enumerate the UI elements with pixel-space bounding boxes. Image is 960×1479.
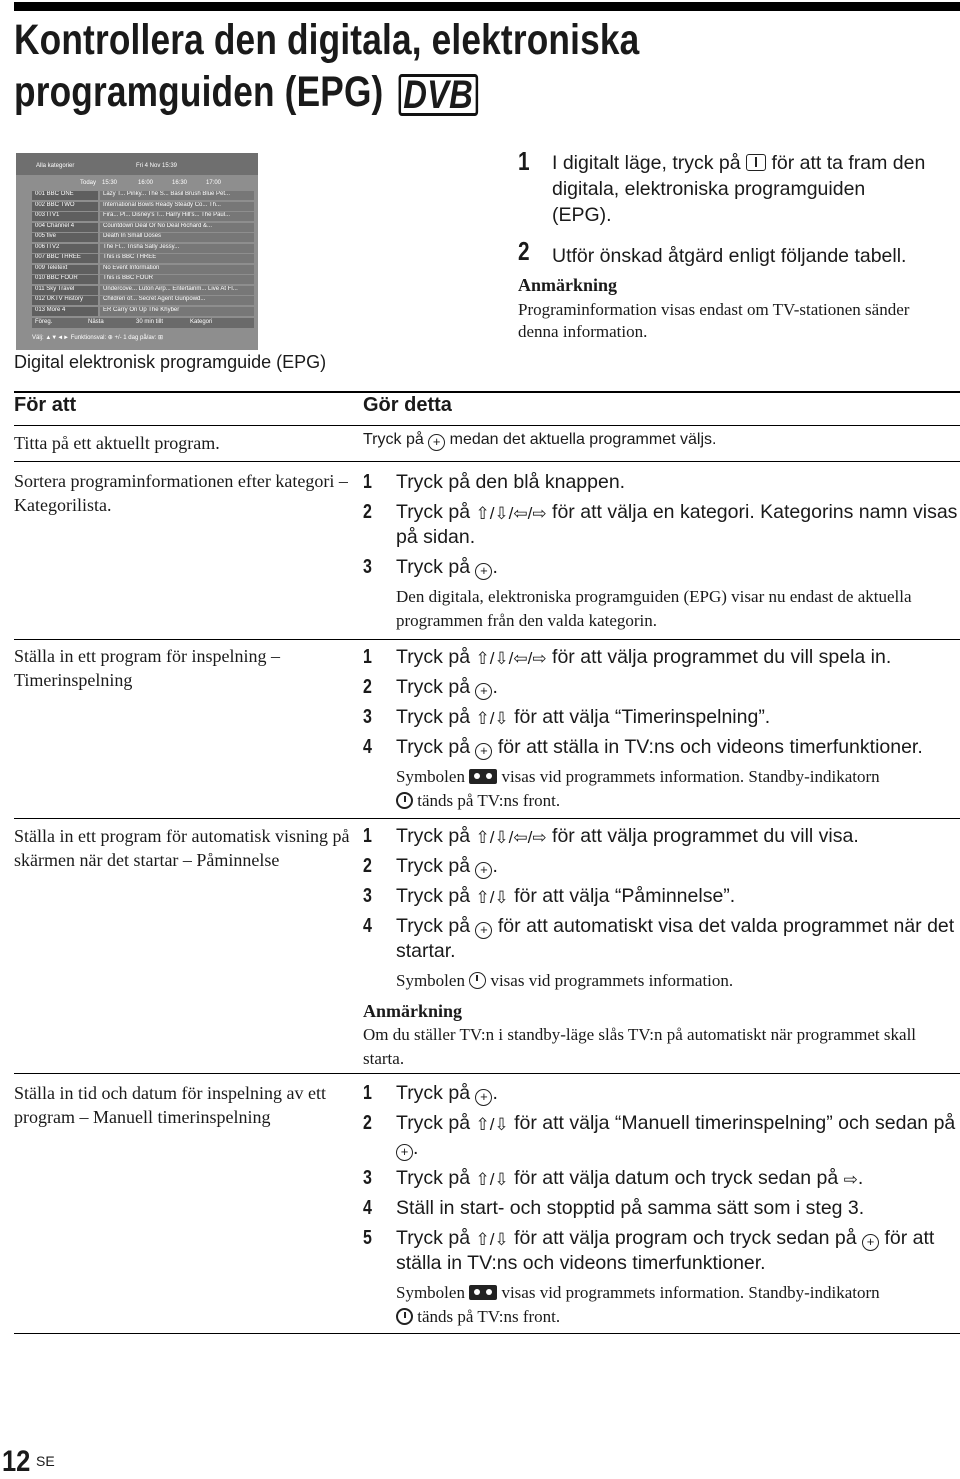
intro-step-1-text: I digitalt läge, tryck på [552, 152, 741, 174]
step-text: Ställ in start- och stopptid på samma sätt som i steg 3. [396, 1197, 865, 1219]
detail-text: Symbolen [396, 971, 465, 990]
step-text: för att välja datum och tryck sedan på [514, 1167, 839, 1189]
step-text: Tryck på [396, 676, 471, 698]
epg-header-date: Fri 4 Nov 15:39 [136, 163, 178, 169]
epg-time: 15:30 [102, 180, 118, 186]
step-number: 1 [363, 1082, 372, 1104]
epg-row [32, 233, 254, 242]
title-line-1: Kontrollera den digitala, elektroniska [14, 16, 640, 64]
step-text: . [857, 1167, 864, 1189]
row-3-actions [363, 645, 959, 819]
step-number: 4 [363, 915, 372, 937]
step [363, 854, 959, 879]
step-text: för att välja program och tryck sedan på [514, 1227, 857, 1249]
intro-step-2: Utför önskad åtgärd enligt följande tabell. [552, 245, 907, 267]
step [363, 1111, 959, 1161]
epg-time: 16:30 [172, 180, 188, 186]
epg-footer-item: Nästa [88, 319, 104, 325]
epg-programs: Lazy T... Pinky... The S... Basil Brush Blue Pet... [100, 191, 254, 200]
step-detail [363, 969, 959, 993]
epg-programs: Fira... Pl... Disney's T... Harry Hill's... The Paul... [100, 212, 254, 221]
up-down-arrow-icon: ⇧/⇩ [475, 1115, 509, 1134]
ok-button-icon: + [475, 743, 492, 760]
step-number: 3 [363, 706, 372, 728]
epg-programs: Death In Small Doses [100, 233, 254, 242]
guide-button-icon [746, 154, 766, 171]
top-rule [14, 2, 960, 11]
step-number: 1 [363, 825, 372, 847]
detail-text: tänds på TV:ns front. [417, 1307, 561, 1326]
epg-channel: 002 BBC TWO [32, 202, 98, 211]
epg-row [32, 244, 254, 253]
title-line-2: programguiden (EPG) [14, 68, 384, 116]
table-rule [14, 639, 960, 640]
step-text: Tryck på [396, 825, 471, 847]
epg-row [32, 254, 254, 263]
ok-button-icon: + [475, 1089, 492, 1106]
epg-programs: This is BBC FOUR [100, 275, 254, 284]
epg-programs: International Bowls Ready Steady Co... Th... [100, 202, 254, 211]
table-rule [14, 425, 960, 426]
step-text: för att välja “Manuell timerinspelning” och sedan på [514, 1112, 956, 1134]
step-number: 1 [518, 146, 530, 176]
epg-channel: 012 UKTV History [32, 296, 98, 305]
epg-time-row [16, 180, 258, 189]
page-title [14, 14, 639, 118]
ok-button-icon: + [475, 922, 492, 939]
step [363, 735, 959, 760]
ok-button-icon: + [475, 683, 492, 700]
epg-programs: ER Carry On Up The Khyber [100, 307, 254, 316]
step-text: . [492, 855, 498, 877]
step-number: 4 [363, 736, 372, 758]
figure-caption: Digital elektronisk programguide (EPG) [14, 352, 327, 372]
detail-text: visas vid programmets information. Standby-indikatorn [501, 1283, 880, 1302]
page-number: 12 [2, 1445, 31, 1478]
note-heading: Anmärkning [363, 1001, 463, 1021]
step-detail: Den digitala, elektroniska programguiden (EPG) visar nu endast de aktuella programmen från den valda kategorin. [396, 587, 912, 630]
step-number: 2 [363, 1112, 372, 1134]
epg-header-category: Alla kategorier [36, 163, 75, 169]
step-text: Tryck på [396, 646, 471, 668]
step [363, 500, 959, 550]
step-text: Tryck på [396, 501, 471, 523]
step-text: för att ställa in TV:ns och videons timerfunktioner. [497, 736, 923, 758]
step-number: 2 [363, 855, 372, 877]
step [363, 1166, 959, 1191]
step [363, 884, 959, 909]
standby-timer-icon [396, 1308, 413, 1325]
step-text: Tryck på [396, 915, 471, 937]
step-number: 2 [363, 676, 372, 698]
epg-row [32, 286, 254, 295]
epg-channel: 001 BBC ONE [32, 191, 98, 200]
epg-channel: 004 Channel 4 [32, 223, 98, 232]
epg-channel: 010 BBC FOUR [32, 275, 98, 284]
up-down-arrow-icon: ⇧/⇩ [475, 1170, 509, 1189]
intro-step-1 [552, 150, 960, 228]
ok-button-icon: + [475, 862, 492, 879]
row-2-actions [363, 470, 959, 639]
table-bottom-rule [14, 1333, 960, 1334]
detail-text: tänds på TV:ns front. [417, 791, 561, 810]
epg-row [32, 265, 254, 274]
step-number: 3 [363, 556, 372, 578]
row-1-action [363, 431, 959, 451]
up-down-arrow-icon: ⇧/⇩ [475, 709, 509, 728]
ok-button-icon: + [428, 434, 445, 451]
note-line: Programinformation visas endast om TV-stationen sänder [518, 300, 910, 319]
epg-footer-item: Föreg. [35, 319, 53, 325]
epg-footer-item: 30 min tillt [136, 319, 164, 325]
note-text [518, 299, 958, 343]
epg-time: 16:00 [138, 180, 154, 186]
epg-channel: 006 ITV2 [32, 244, 98, 253]
row-1-purpose: Titta på ett aktuellt program. [14, 433, 220, 453]
epg-channel: 011 Sky Travel [32, 286, 98, 295]
step-number: 4 [363, 1197, 372, 1219]
step-detail [363, 1281, 959, 1329]
vcr-tape-icon [469, 1285, 497, 1300]
row-3-purpose: Ställa in ett program för inspelning – Timerinspelning [14, 646, 280, 690]
intro-step-1-text: digitala, elektroniska programguiden [552, 178, 866, 200]
up-down-arrow-icon: ⇧/⇩ [475, 1230, 509, 1249]
step-number: 2 [363, 501, 372, 523]
epg-programs: Children of... Secret Agent Gunpowd... [100, 296, 254, 305]
step-number: 1 [363, 471, 372, 493]
step-number: 5 [363, 1227, 372, 1249]
step-text: för att välja programmet du vill spela in. [552, 646, 892, 668]
row-2-purpose: Sortera programinformationen efter kategori – Kategorilista. [14, 471, 348, 515]
dvb-logo: DVB [398, 74, 478, 116]
ok-button-icon: + [475, 563, 492, 580]
step-text: för att automatiskt visa det valda programmet när det startar. [396, 915, 955, 962]
step [363, 675, 959, 700]
step-text: Tryck på [396, 1167, 471, 1189]
right-arrow-icon: ⇨ [843, 1170, 858, 1189]
epg-channel: 007 BBC THREE [32, 254, 98, 263]
step-text: Tryck på [396, 736, 471, 758]
epg-channel: 005 five [32, 233, 98, 242]
table-rule [14, 461, 960, 462]
step [363, 645, 959, 670]
epg-programs: Countdown Deal Or No Deal Richard &... [100, 223, 254, 232]
step-text: Tryck på den blå knappen. [396, 471, 626, 493]
row-4-purpose: Ställa in ett program för automatisk visning på skärmen när det startar – Påminnelse [14, 826, 350, 870]
epg-footer [32, 318, 254, 328]
epg-row [32, 212, 254, 221]
arrow-keys-icon: ⇧/⇩/⇦/⇨ [475, 828, 547, 847]
step-text: Tryck på [396, 1082, 471, 1104]
epg-programs: The Fl... Trisha Sally Jessy... [100, 244, 254, 253]
column-header-gor-detta: Gör detta [363, 394, 452, 416]
detail-text: Symbolen [396, 767, 465, 786]
step-text: . [492, 1082, 498, 1104]
step-text: . [492, 556, 498, 578]
table-rule [14, 818, 960, 819]
step [363, 914, 959, 964]
epg-row [32, 202, 254, 211]
reminder-clock-icon [469, 972, 486, 989]
step-text: . [492, 676, 498, 698]
epg-row [32, 307, 254, 316]
epg-programs: This is BBC THREE [100, 254, 254, 263]
note-heading: Anmärkning [518, 275, 618, 295]
epg-time: 17:00 [206, 180, 222, 186]
step-number: 1 [363, 646, 372, 668]
arrow-keys-icon: ⇧/⇩/⇦/⇨ [475, 504, 547, 523]
intro-step-1-text: (EPG). [552, 204, 612, 226]
epg-today: Today [80, 180, 97, 186]
step-number: 3 [363, 1167, 372, 1189]
step-text: Tryck på [396, 1227, 471, 1249]
row-4-actions [363, 824, 959, 1071]
row-5-purpose: Ställa in tid och datum för inspelning av ett program – Manuell timerinspelning [14, 1083, 326, 1127]
step-text: Tryck på [396, 885, 471, 907]
step-text: för att ställa in TV:ns och videons timerfunktioner. [396, 1227, 935, 1274]
epg-row [32, 296, 254, 305]
epg-header [16, 153, 258, 175]
column-header-for-att: För att [14, 394, 77, 416]
step-text: för att välja programmet du vill visa. [552, 825, 859, 847]
step [363, 470, 959, 495]
table-top-rule [14, 391, 960, 393]
step [363, 705, 959, 730]
intro-step-1-text: för att ta fram den [771, 152, 926, 174]
up-down-arrow-icon: ⇧/⇩ [475, 888, 509, 907]
epg-bottom-help: Välj: ▲▼◄► Funktionsval: ⊕ +/- 1 dag på/av: ⊞ [32, 335, 164, 341]
epg-programs: Undercove... Luton Airp... Entertainm... Live At Fl... [100, 286, 254, 295]
step-number: 2 [518, 236, 530, 266]
note-text: Om du ställer TV:n i standby-läge slås TV:n på automatiskt när programmet skall starta. [363, 1025, 917, 1068]
table-rule [14, 1073, 960, 1074]
step-number: 3 [363, 885, 372, 907]
arrow-keys-icon: ⇧/⇩/⇦/⇨ [475, 649, 547, 668]
row-5-actions [363, 1081, 959, 1335]
epg-row [32, 191, 254, 200]
epg-row [32, 223, 254, 232]
step-text: . [413, 1137, 419, 1159]
step-text: Tryck på [396, 556, 471, 578]
epg-row [32, 275, 254, 284]
step-text: för att välja “Timerinspelning”. [514, 706, 771, 728]
note-line: denna information. [518, 322, 648, 341]
step [363, 1196, 959, 1221]
step-text: för att välja en kategori. Kategorins namn visas på sidan. [396, 501, 958, 548]
epg-screen-image [16, 153, 258, 350]
detail-text: Symbolen [396, 1283, 465, 1302]
epg-channel: 013 More 4 [32, 307, 98, 316]
page-language: SE [36, 1453, 55, 1469]
detail-text: visas vid programmets information. Standby-indikatorn [501, 767, 880, 786]
epg-channel: 003 ITV1 [32, 212, 98, 221]
step-text: Tryck på [396, 706, 471, 728]
detail-text: visas vid programmets information. [490, 971, 734, 990]
action-text: medan det aktuella programmet väljs. [449, 431, 717, 448]
ok-button-icon: + [862, 1234, 879, 1251]
standby-timer-icon [396, 792, 413, 809]
ok-button-icon: + [396, 1144, 413, 1161]
epg-programs: No Event Information [100, 265, 254, 274]
epg-footer-item: Kategori [190, 319, 213, 325]
step-text: Tryck på [396, 855, 471, 877]
action-text: Tryck på [363, 431, 424, 448]
step [363, 1226, 959, 1276]
step [363, 1081, 959, 1106]
step-detail [363, 765, 959, 813]
step-text: Tryck på [396, 1112, 471, 1134]
step-text: för att välja “Påminnelse”. [514, 885, 736, 907]
vcr-tape-icon [469, 769, 497, 784]
step [363, 824, 959, 849]
epg-channel: 009 Teletext [32, 265, 98, 274]
step [363, 555, 959, 580]
